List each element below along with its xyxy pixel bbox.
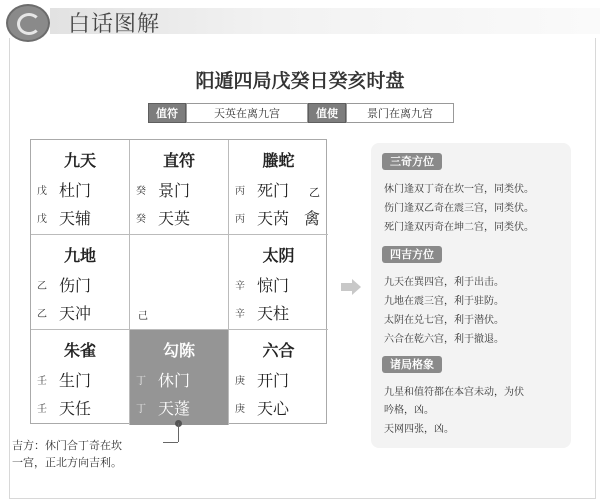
stem-label: 辛 xyxy=(235,309,245,320)
star-name: 天芮 xyxy=(257,209,290,228)
auspicious-note xyxy=(12,437,122,471)
god-name: 太阴 xyxy=(262,246,295,265)
stem-label: 辛 xyxy=(235,281,245,292)
stem-label: 丙 xyxy=(235,186,245,197)
logo-icon xyxy=(6,4,50,42)
star-name: 天任 xyxy=(59,399,92,418)
extra-star: 禽 xyxy=(303,209,320,228)
sanqi-line: 休门逢双丁奇在坎一宫，同类伏。 xyxy=(384,184,534,195)
stem-label: 丁 xyxy=(136,404,146,415)
god-name: 九地 xyxy=(63,246,96,265)
palace-cell xyxy=(31,140,130,235)
siji-tag: 四吉方位 xyxy=(382,246,442,263)
stem-label: 戊 xyxy=(37,186,47,197)
star-name: 天辅 xyxy=(59,209,92,228)
star-name: 天冲 xyxy=(59,304,92,323)
center-stem: 己 xyxy=(138,311,148,322)
zhishi-label: 值使 xyxy=(308,103,346,123)
sanqi-line: 伤门逢双乙奇在震三宫，同类伏。 xyxy=(384,203,534,214)
info-panel xyxy=(371,143,571,448)
star-name: 天蓬 xyxy=(158,399,191,418)
geju-line: 九星和值符都在本宫未动，为伏 xyxy=(384,387,524,398)
palace-cell xyxy=(31,235,130,330)
siji-line: 太阴在兑七宫，利于潜伏。 xyxy=(384,315,504,326)
sanqi-tag: 三奇方位 xyxy=(382,153,442,170)
star-name: 天柱 xyxy=(257,304,290,323)
stem-label: 丙 xyxy=(235,214,245,225)
stem-label: 戊 xyxy=(37,214,47,225)
zhishi-value: 景门在离九宫 xyxy=(346,103,454,123)
door-name: 惊门 xyxy=(257,276,290,295)
sanqi-line: 死门逢双丙奇在坤二宫，同类伏。 xyxy=(384,222,534,233)
siji-line: 九天在巽四宫，利于出击。 xyxy=(384,277,504,288)
star-name: 天心 xyxy=(257,399,290,418)
god-name: 六合 xyxy=(262,341,295,360)
god-name: 勾陈 xyxy=(162,341,195,360)
palace-cell xyxy=(229,330,328,425)
stem-label: 乙 xyxy=(37,281,47,292)
stem-label: 壬 xyxy=(37,404,47,415)
geju-tag: 诸局格象 xyxy=(382,356,442,373)
door-name: 景门 xyxy=(158,181,191,200)
zhifu-value: 天英在离九宫 xyxy=(186,103,308,123)
stem-label: 庚 xyxy=(235,404,245,415)
palace-grid xyxy=(30,139,327,424)
siji-line: 六合在乾六宫，利于撤退。 xyxy=(384,334,504,345)
palace-cell xyxy=(130,140,229,235)
door-name: 伤门 xyxy=(59,276,92,295)
door-name: 杜门 xyxy=(59,181,92,200)
god-name: 螣蛇 xyxy=(262,151,295,170)
palace-cell-center xyxy=(130,235,229,330)
header xyxy=(0,0,600,44)
note-line: 一宫，正北方向吉利。 xyxy=(12,456,122,469)
door-name: 生门 xyxy=(59,371,92,390)
note-line: 吉方：休门合丁奇在坎 xyxy=(12,439,122,452)
palace-cell xyxy=(229,140,328,235)
palace-cell xyxy=(31,330,130,425)
door-name: 死门 xyxy=(257,181,290,200)
god-name: 九天 xyxy=(63,151,96,170)
star-name: 天英 xyxy=(158,209,191,228)
extra-stem: 乙 xyxy=(309,186,320,199)
stem-label: 癸 xyxy=(136,186,146,197)
god-name: 直符 xyxy=(162,151,195,170)
geju-line: 吟格，凶。 xyxy=(384,405,434,416)
stem-label: 壬 xyxy=(37,376,47,387)
stem-label: 庚 xyxy=(235,376,245,387)
god-name: 朱雀 xyxy=(63,341,96,360)
stem-label: 乙 xyxy=(37,309,47,320)
chart-title: 阳遁四局戊癸日癸亥时盘 xyxy=(195,70,405,92)
callout-line xyxy=(178,423,179,442)
palace-cell xyxy=(229,235,328,330)
door-name: 开门 xyxy=(257,371,290,390)
callout-line xyxy=(163,442,178,443)
palace-cell-highlight xyxy=(130,330,229,425)
zhifu-label: 值符 xyxy=(148,103,186,123)
stem-label: 丁 xyxy=(136,376,146,387)
arrow-right-icon xyxy=(341,279,361,295)
geju-line: 天网四张，凶。 xyxy=(384,424,454,435)
header-title: 白话图解 xyxy=(68,12,161,37)
siji-line: 九地在震三宫，利于驻防。 xyxy=(384,296,504,307)
tag-bar xyxy=(148,103,454,123)
door-name: 休门 xyxy=(158,371,191,390)
stem-label: 癸 xyxy=(136,214,146,225)
